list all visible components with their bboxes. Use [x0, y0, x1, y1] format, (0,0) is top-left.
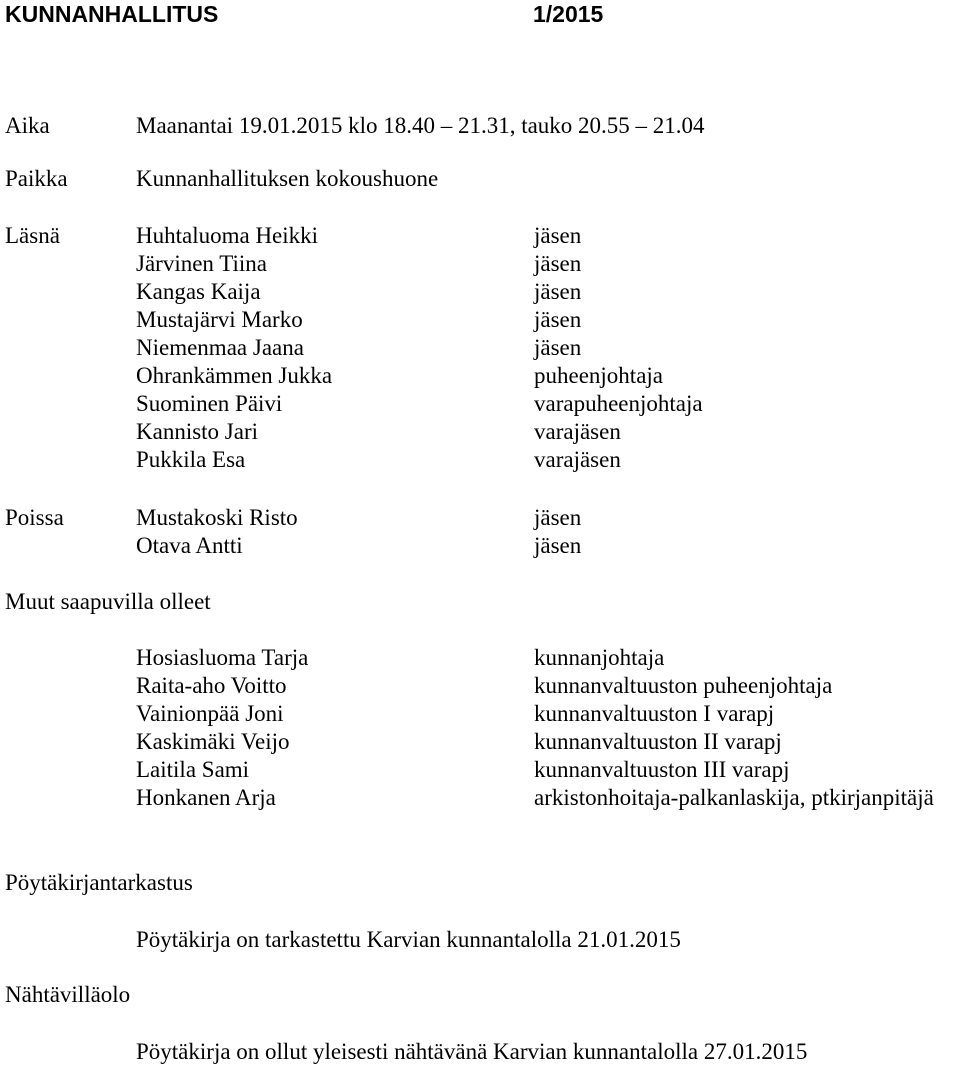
attendee-name: Hosiasluoma Tarja: [136, 645, 309, 670]
muut-roles: [534, 644, 934, 812]
tarkastus-value: Pöytäkirja on tarkastettu Karvian kunnantalolla 21.01.2015: [136, 927, 681, 952]
member-name: Huhtaluoma Heikki: [136, 223, 319, 248]
document-title: KUNNANHALLITUS: [5, 1, 219, 27]
attendee-role: kunnanvaltuuston II varapj: [534, 729, 782, 754]
member-role: jäsen: [534, 505, 582, 530]
poissa-label: Poissa: [5, 505, 64, 530]
member-name: Järvinen Tiina: [136, 251, 267, 276]
paikka-label: Paikka: [5, 166, 68, 191]
tarkastus-label: Pöytäkirjantarkastus: [5, 870, 193, 895]
attendee-name: Kaskimäki Veijo: [136, 729, 290, 754]
muut-names: [136, 644, 308, 812]
member-name: Suominen Päivi: [136, 391, 283, 416]
nahtavilla-label: Nähtävilläolo: [5, 982, 131, 1007]
member-role: varajäsen: [534, 419, 621, 444]
member-name: Otava Antti: [136, 533, 243, 558]
lasna-label: Läsnä: [5, 223, 60, 248]
aika-value: Maanantai 19.01.2015 klo 18.40 – 21.31, tauko 20.55 – 21.04: [136, 113, 705, 138]
member-role: jäsen: [534, 279, 582, 304]
member-role: jäsen: [534, 307, 582, 332]
lasna-roles: [534, 222, 703, 474]
member-name: Kangas Kaija: [136, 279, 261, 304]
attendee-role: kunnanvaltuuston III varapj: [534, 757, 790, 782]
attendee-name: Laitila Sami: [136, 757, 250, 782]
member-role: jäsen: [534, 251, 582, 276]
paikka-value: Kunnanhallituksen kokoushuone: [136, 166, 439, 191]
poissa-roles: [534, 504, 581, 560]
poissa-names: [136, 504, 298, 560]
member-name: Ohrankämmen Jukka: [136, 363, 333, 388]
attendee-name: Vainionpää Joni: [136, 701, 284, 726]
member-role: varapuheenjohtaja: [534, 391, 703, 416]
meeting-number: 1/2015: [533, 1, 604, 27]
muut-label: Muut saapuvilla olleet: [5, 589, 211, 614]
member-name: Niemenmaa Jaana: [136, 335, 304, 360]
attendee-role: kunnanjohtaja: [534, 645, 665, 670]
nahtavilla-value: Pöytäkirja on ollut yleisesti nähtävänä Karvian kunnantalolla 27.01.2015: [136, 1039, 808, 1064]
member-role: varajäsen: [534, 447, 621, 472]
member-role: jäsen: [534, 533, 582, 558]
aika-label: Aika: [5, 113, 50, 138]
attendee-name: Honkanen Arja: [136, 785, 276, 810]
member-role: jäsen: [534, 335, 582, 360]
lasna-names: [136, 222, 332, 474]
attendee-name: Raita-aho Voitto: [136, 673, 287, 698]
attendee-role: arkistonhoitaja-palkanlaskija, ptkirjanpitäjä: [534, 785, 934, 810]
member-name: Mustakoski Risto: [136, 505, 298, 530]
member-name: Pukkila Esa: [136, 447, 246, 472]
attendee-role: kunnanvaltuuston puheenjohtaja: [534, 673, 833, 698]
member-name: Kannisto Jari: [136, 419, 259, 444]
member-name: Mustajärvi Marko: [136, 307, 303, 332]
attendee-role: kunnanvaltuuston I varapj: [534, 701, 775, 726]
member-role: jäsen: [534, 223, 582, 248]
member-role: puheenjohtaja: [534, 363, 664, 388]
